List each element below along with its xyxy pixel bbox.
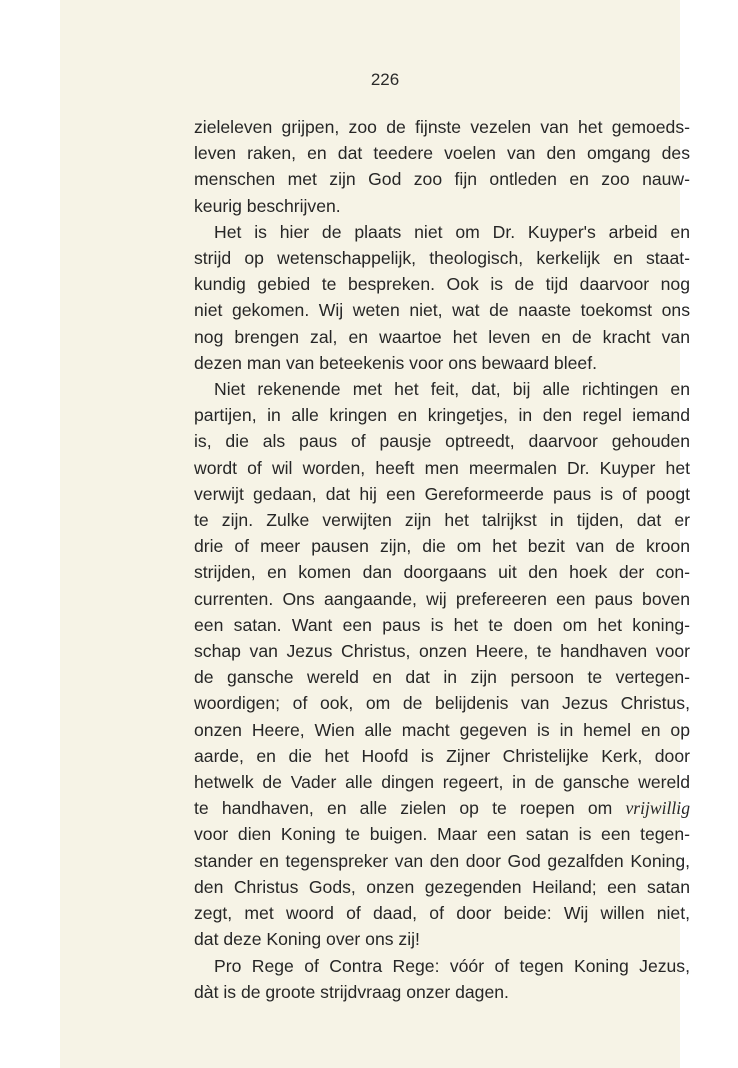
text-line: kundig gebied te bespreken. Ook is de tijd daarvoor nog (194, 274, 690, 295)
text-line: dat deze Koning over ons zij! (194, 929, 420, 950)
italic-word: vrijwillig (625, 798, 690, 819)
text-line: is, die als paus of pausje optreedt, daarvoor gehouden (194, 431, 690, 452)
text-line: menschen met zijn God zoo fijn ontleden en zoo nauw- (194, 169, 690, 190)
text-line: dàt is de groote strijdvraag onzer dagen. (194, 981, 509, 1002)
text-line: currenten. Ons aangaande, wij prefereeren een paus boven (194, 588, 690, 609)
text-line: partijen, in alle kringen en kringetjes, in den regel iemand (194, 405, 690, 426)
text-line: stander en tegenspreker van den door God gezalfden Koning, (194, 850, 690, 871)
text-line: schap van Jezus Christus, onzen Heere, te handhaven voor (194, 641, 690, 662)
text-line (194, 795, 690, 821)
text-segment: te handhaven, en alle zielen op te roepen om (194, 798, 626, 819)
text-line: zieleleven grijpen, zoo de fijnste vezelen van het gemoeds- (194, 117, 690, 137)
text-line: woordigen; of ook, om de belijdenis van Jezus Christus, (194, 693, 690, 714)
text-line: strijd op wetenschappelijk, theologisch, kerkelijk en staat- (194, 248, 690, 269)
text-line: den Christus Gods, onzen gezegenden Heiland; een satan (194, 876, 690, 897)
text-line: hetwelk de Vader alle dingen regeert, in de gansche wereld (194, 772, 690, 793)
text-line: aarde, en die het Hoofd is Zijner Christelijke Kerk, door (194, 745, 690, 766)
page-number: 226 (370, 70, 400, 89)
text-line: Niet rekenende met het feit, dat, bij alle richtingen en (214, 379, 690, 400)
book-page (60, 0, 690, 1068)
text-line: keurig beschrijven. (194, 195, 341, 216)
text-line: nog brengen zal, en waartoe het leven en de kracht van (194, 326, 690, 347)
text-line: zegt, met woord of daad, of door beide: Wij willen niet, (194, 903, 690, 924)
text-line: drie of meer pausen zijn, die om het bezit van de kroon (194, 536, 690, 557)
text-line: Het is hier de plaats niet om Dr. Kuyper's arbeid en (214, 221, 690, 242)
text-line: wordt of wil worden, heeft men meermalen Dr. Kuyper het (194, 457, 690, 478)
text-line: verwijt gedaan, dat hij een Gereformeerde paus is of poogt (194, 483, 690, 504)
text-line: dezen man van beteekenis voor ons bewaard bleef. (194, 352, 597, 373)
body-text (194, 114, 690, 1005)
text-line: niet gekomen. Wij weten niet, wat de naaste toekomst ons (194, 300, 690, 321)
text-line: een satan. Want een paus is het te doen om het koning- (194, 614, 690, 635)
text-line: Pro Rege of Contra Rege: vóór of tegen Koning Jezus, (214, 955, 690, 976)
text-line: onzen Heere, Wien alle macht gegeven is in hemel en op (194, 719, 690, 740)
text-line: te zijn. Zulke verwijten zijn het talrijkst in tijden, dat er (194, 510, 690, 531)
text-line: leven raken, en dat teedere voelen van den omgang des (194, 143, 690, 164)
text-line: voor dien Koning te buigen. Maar een satan is een tegen- (194, 824, 690, 845)
text-line: strijden, en komen dan doorgaans uit den hoek der con- (194, 562, 690, 583)
text-line: de gansche wereld en dat in zijn persoon te vertegen- (194, 667, 690, 688)
